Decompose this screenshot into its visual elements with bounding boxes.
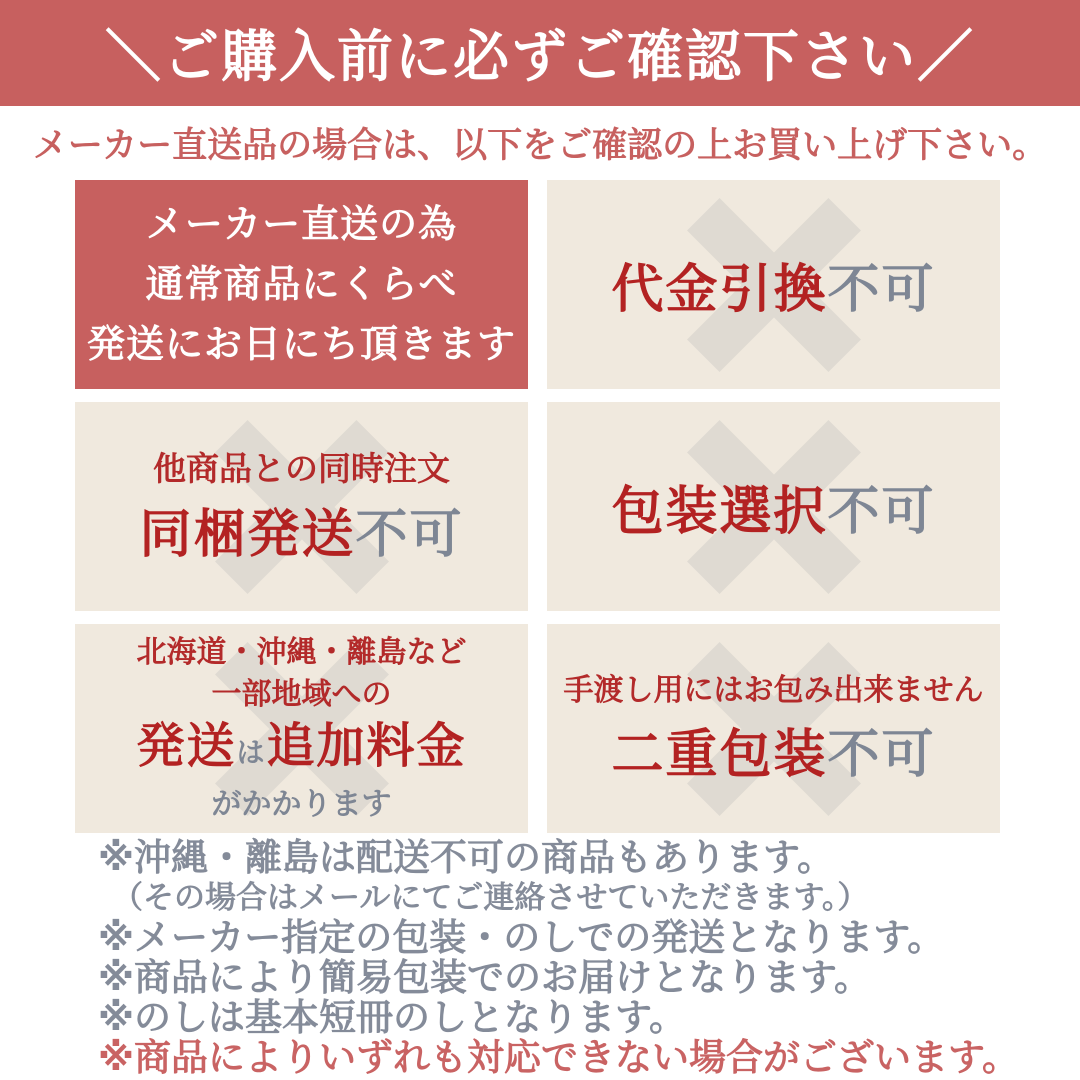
double-wrap-label-red: 二重包装	[611, 726, 828, 784]
notice-direct-shipping	[75, 180, 528, 389]
notice-bundle-unavailable	[75, 402, 528, 611]
header-banner	[0, 0, 1080, 106]
double-wrap-sub-label: 手渡し用にはお包み出来ません	[563, 674, 984, 707]
remote-fee-main	[136, 716, 466, 784]
remote-fee-line4: がかかります	[211, 787, 392, 821]
bundle-label-red: 同梱発送	[139, 506, 356, 564]
double-wrap-label-gray: 不可	[827, 726, 936, 784]
remote-fee-line2: 一部地域への	[211, 677, 392, 711]
direct-shipping-line1: メーカー直送の為	[145, 203, 458, 246]
note-email-contact: （その場合はメールにてご連絡させていただきます。）	[112, 880, 869, 915]
bundle-label-gray: 不可	[355, 506, 464, 564]
remote-fee-line1: 北海道・沖縄・離島など	[136, 635, 467, 669]
notice-cod-unavailable	[547, 180, 1000, 389]
bundle-sub-label: 他商品との同時注文	[153, 450, 450, 487]
note-noshi: ※のしは基本短冊のしとなります。	[98, 997, 687, 1038]
direct-shipping-line3: 発送にお日にち頂きます	[86, 323, 516, 366]
wrapping-choice-label	[611, 469, 935, 544]
remote-fee-main-gray: は	[236, 736, 267, 768]
notice-remote-area-fee	[75, 624, 528, 833]
note-maker-wrapping: ※メーカー指定の包装・のしでの発送となります。	[98, 917, 945, 958]
remote-fee-main-red1: 発送	[136, 719, 237, 773]
notice-grid	[75, 180, 1000, 833]
direct-shipping-line2: 通常商品にくらべ	[145, 263, 458, 306]
double-wrap-label	[611, 712, 935, 787]
cod-label-red: 代金引換	[611, 261, 828, 319]
notice-double-wrap-unavailable	[547, 624, 1000, 833]
note-okinawa: ※沖縄・離島は配送不可の商品もあります。	[98, 837, 835, 878]
note-simple-wrapping: ※商品により簡易包装でのお届けとなります。	[98, 957, 872, 998]
footer-notes	[98, 838, 1038, 1078]
bundle-label	[139, 492, 463, 567]
cod-label	[611, 247, 935, 322]
notice-wrapping-choice-unavailable	[547, 402, 1000, 611]
cod-label-gray: 不可	[827, 261, 936, 319]
page-title: ＼ご購入前に必ずご確認下さい／	[105, 25, 975, 88]
remote-fee-main-red2: 追加料金	[266, 719, 467, 773]
wrapping-choice-label-gray: 不可	[827, 483, 936, 541]
note-not-supported: ※商品によりいずれも対応できない場合がございます。	[98, 1037, 1020, 1078]
subtitle: メーカー直送品の場合は、以下をご確認の上お買い上げ下さい。	[32, 126, 1048, 165]
wrapping-choice-label-red: 包装選択	[611, 483, 828, 541]
